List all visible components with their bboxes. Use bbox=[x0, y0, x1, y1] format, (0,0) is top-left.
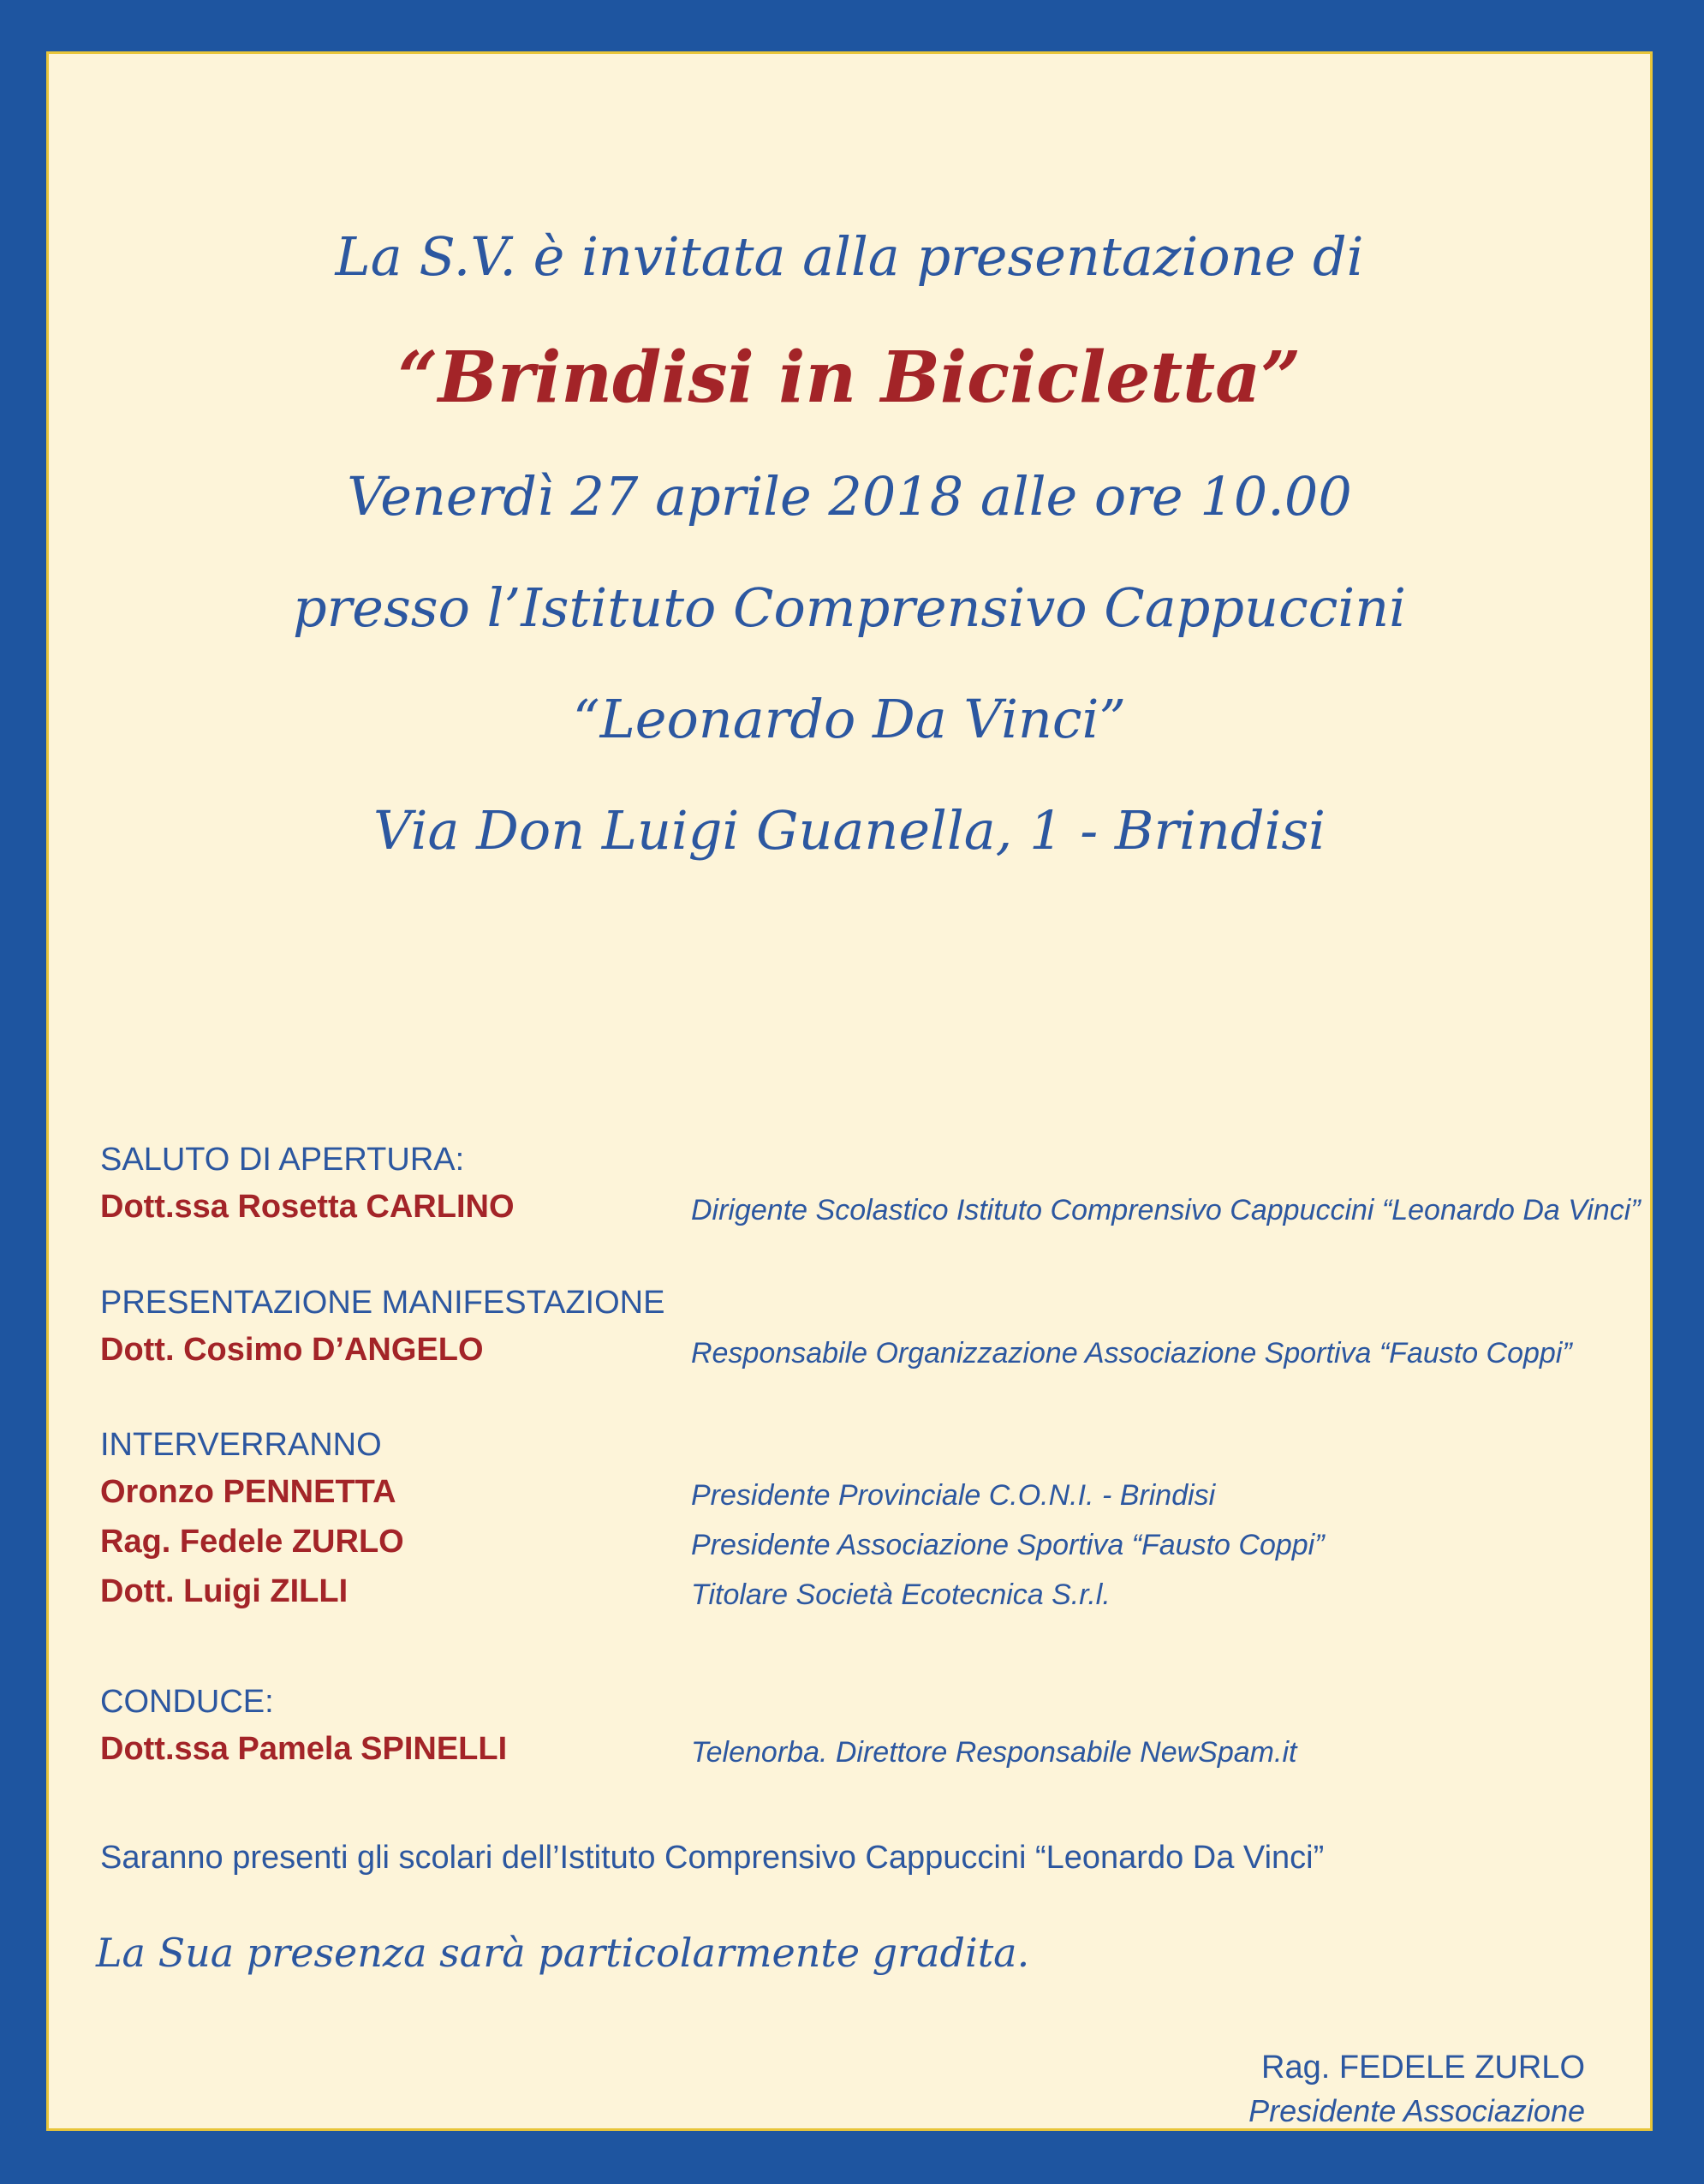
signature-title: Presidente Associazione bbox=[1248, 2093, 1585, 2128]
event-address: Via Don Luigi Guanella, 1 - Brindisi bbox=[372, 799, 1326, 862]
closing-line: La Sua presenza sarà particolarmente gradita. bbox=[96, 1930, 1030, 1976]
speaker-row bbox=[100, 1724, 1624, 1774]
speaker-name: Rag. Fedele ZURLO bbox=[100, 1524, 404, 1560]
speaker-name: Dott.ssa Rosetta CARLINO bbox=[100, 1189, 515, 1225]
speaker-role: Presidente Associazione Sportiva “Fausto Coppi” bbox=[691, 1529, 1325, 1561]
speaker-row bbox=[100, 1467, 1624, 1517]
speaker-row bbox=[100, 1325, 1624, 1375]
speaker-role: Dirigente Scolastico Istituto Comprensivo Cappuccini “Leonardo Da Vinci” bbox=[691, 1194, 1641, 1226]
speaker-name: Dott.ssa Pamela SPINELLI bbox=[100, 1731, 508, 1767]
section-title: CONDUCE: bbox=[100, 1684, 274, 1720]
event-place: presso l’Istituto Comprensivo Cappuccini bbox=[292, 576, 1407, 639]
section-title: INTERVERRANNO bbox=[100, 1427, 382, 1463]
speaker-row bbox=[100, 1566, 1624, 1616]
event-title: “Brindisi in Bicicletta” bbox=[397, 337, 1302, 419]
section-title: PRESENTAZIONE MANIFESTAZIONE bbox=[100, 1285, 665, 1321]
invitation-intro: La S.V. è invitata alla presentazione di bbox=[335, 225, 1364, 288]
signature-name: Rag. FEDELE ZURLO bbox=[1261, 2050, 1585, 2086]
speaker-name: Oronzo PENNETTA bbox=[100, 1474, 396, 1510]
speaker-role: Presidente Provinciale C.O.N.I. - Brindisi bbox=[691, 1479, 1216, 1512]
section-speakers bbox=[100, 1423, 1624, 1616]
students-note: Saranno presenti gli scolari dell’Istituto Comprensivo Cappuccini “Leonardo Da Vinci” bbox=[100, 1840, 1325, 1876]
speaker-row bbox=[100, 1517, 1624, 1566]
speaker-role: Telenorba. Direttore Responsabile NewSpam.it bbox=[691, 1736, 1297, 1769]
section-title: SALUTO DI APERTURA: bbox=[100, 1142, 465, 1178]
event-date: Venerdì 27 aprile 2018 alle ore 10.00 bbox=[347, 465, 1352, 528]
speaker-name: Dott. Cosimo D’ANGELO bbox=[100, 1332, 484, 1368]
speaker-row bbox=[100, 1182, 1641, 1232]
section-host bbox=[100, 1680, 1624, 1774]
invitation-card bbox=[46, 51, 1653, 2131]
speaker-name: Dott. Luigi ZILLI bbox=[100, 1573, 349, 1609]
signature-block bbox=[1248, 2045, 1585, 2133]
speaker-role: Responsabile Organizzazione Associazione Sportiva “Fausto Coppi” bbox=[691, 1337, 1572, 1369]
section-opening bbox=[100, 1137, 1641, 1232]
speaker-role: Titolare Società Ecotecnica S.r.l. bbox=[691, 1578, 1111, 1611]
event-school: “Leonardo Da Vinci” bbox=[572, 688, 1127, 750]
section-presentation bbox=[100, 1280, 1624, 1375]
